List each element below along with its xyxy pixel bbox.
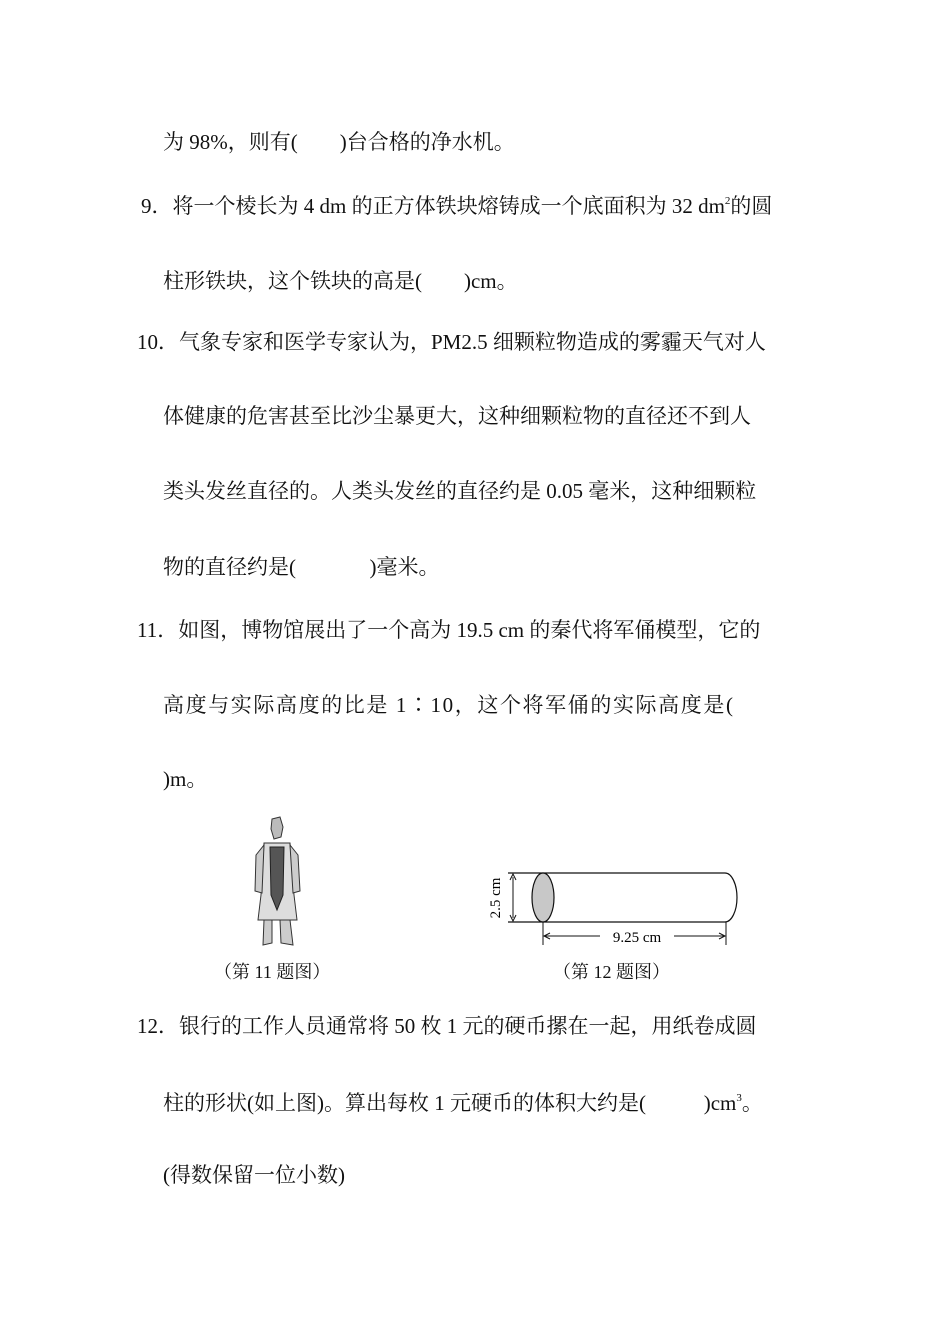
fig11-caption: （第 11 题图） — [214, 962, 331, 982]
q10-line2: 体健康的危害甚至比沙尘暴更大，这种细颗粒物的直径还不到人 — [163, 404, 751, 428]
q11-line3: )m。 — [163, 767, 208, 791]
height-label: 2.5 cm — [488, 877, 504, 919]
q12-text: 柱的形状(如上图)。算出每枚 1 元硬币的体积大约是( )cm — [163, 1091, 737, 1115]
q12-text-end: 。 — [741, 1091, 763, 1115]
terracotta-warrior-figure — [250, 815, 305, 950]
q9-text: 9．将一个棱长为 4 dm 的正方体铁块熔铸成一个底面积为 32 dm — [141, 194, 725, 218]
q10-line3: 类头发丝直径的。人类头发丝的直径约是 0.05 毫米，这种细颗粒 — [163, 479, 757, 503]
q12-line2 — [163, 1090, 763, 1116]
superscript: 3 — [736, 1092, 742, 1104]
q12-line1: 12．银行的工作人员通常将 50 枚 1 元的硬币摞在一起，用纸卷成圆 — [137, 1014, 757, 1038]
q10-line1: 10．气象专家和医学专家认为，PM2.5 细颗粒物造成的雾霾天气对人 — [137, 330, 766, 354]
coin-roll-cylinder-figure — [480, 865, 750, 955]
q9-text-end: 的圆 — [730, 194, 773, 218]
q11-line2: 高度与实际高度的比是 1∶10，这个将军俑的实际高度是( — [163, 693, 735, 717]
q12-line3: (得数保留一位小数) — [163, 1163, 345, 1187]
length-label: 9.25 cm — [612, 930, 662, 946]
q9-line1 — [141, 193, 772, 219]
fig12-caption: （第 12 题图） — [553, 962, 670, 982]
q9-line2: 柱形铁块，这个铁块的高是( )cm。 — [163, 269, 518, 293]
q11-line1: 11．如图，博物馆展出了一个高为 19.5 cm 的秦代将军俑模型，它的 — [137, 618, 761, 642]
superscript: 2 — [724, 195, 731, 207]
q10-line4: 物的直径约是( )毫米。 — [163, 555, 440, 579]
q8-line: 为 98%，则有( )台合格的净水机。 — [163, 130, 515, 154]
